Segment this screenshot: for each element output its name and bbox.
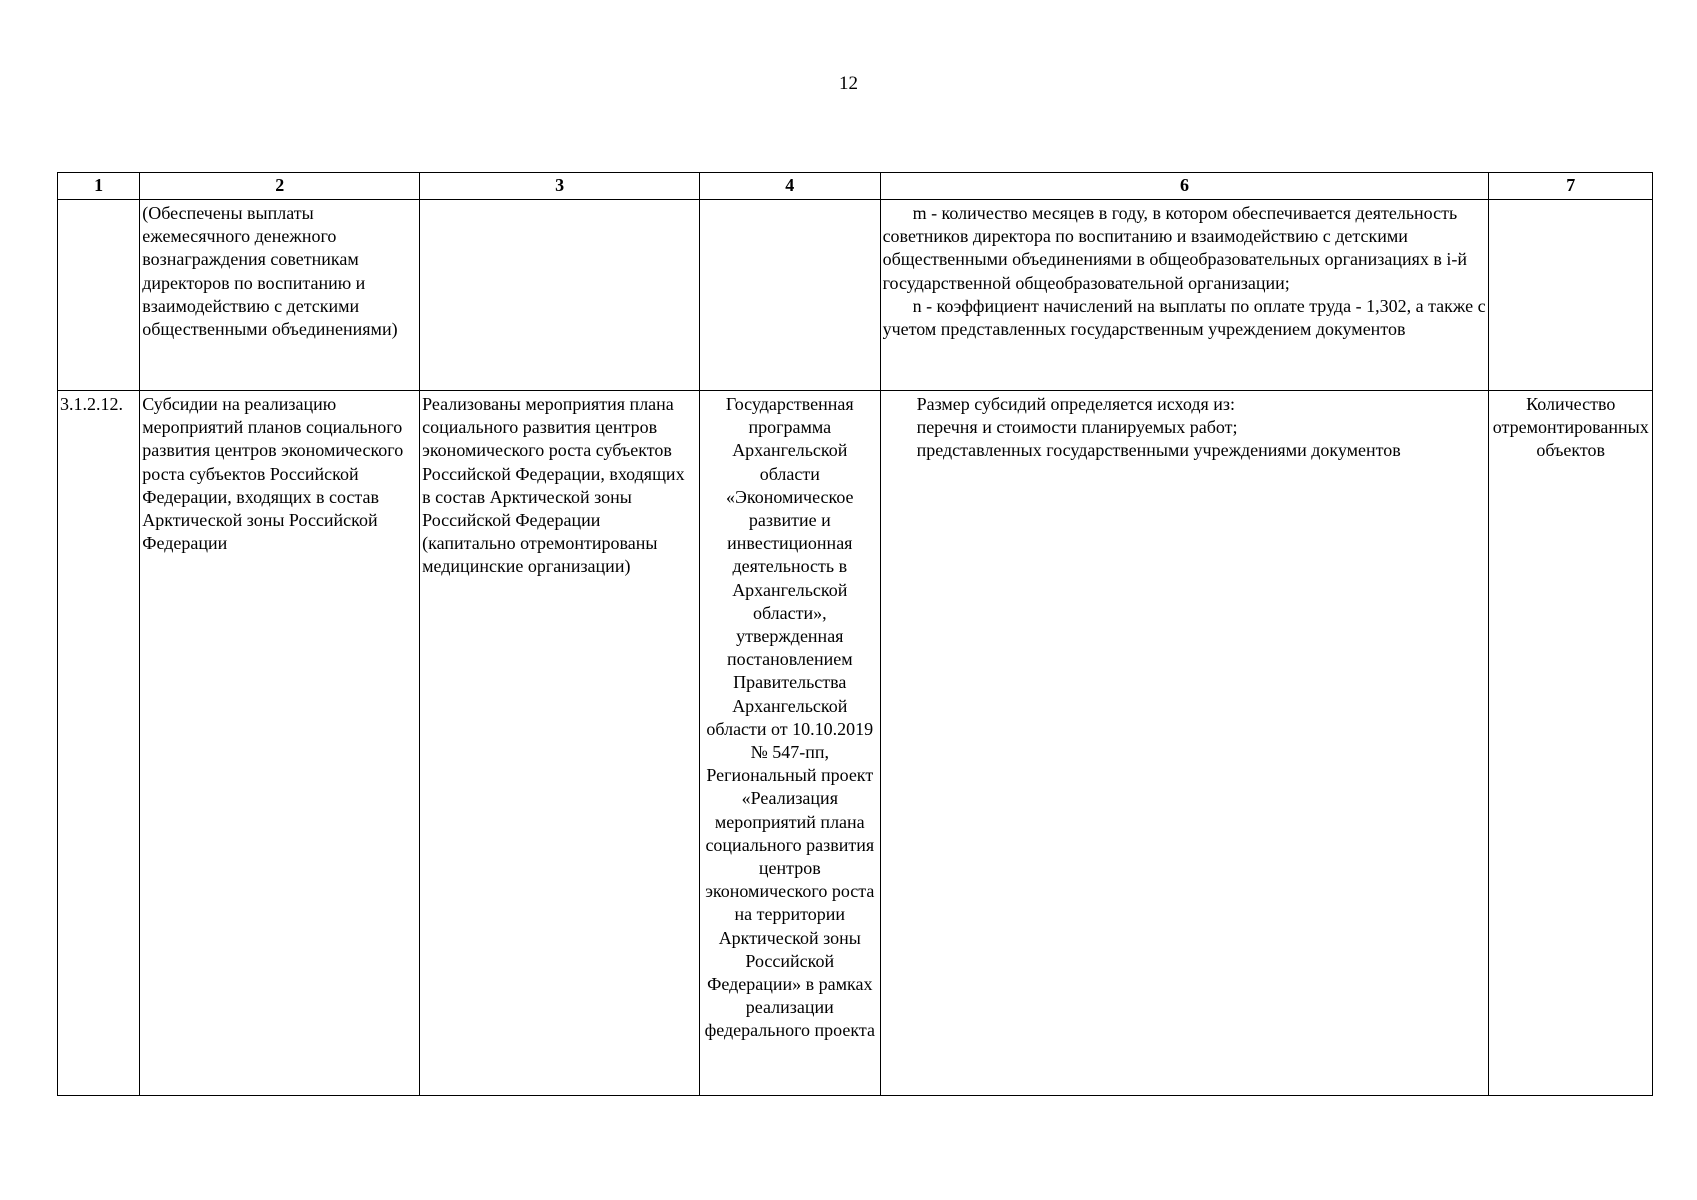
method-paragraph: m - количество месяцев в году, в котором обеспечивается деятельность советников директора по воспитанию и взаимодействию с детскими общественными объединениями в общеобразовательных организациях в i-й государственной общеобразовательной организации; xyxy=(882,203,1468,293)
cell-program xyxy=(700,200,881,391)
cell-number: 3.1.2.12. xyxy=(58,391,140,1096)
table-row xyxy=(58,391,1653,1096)
method-paragraph: Размер субсидий определяется исходя из: xyxy=(916,394,1236,414)
column-header-3: 3 xyxy=(420,173,700,200)
page-number: 12 xyxy=(839,73,858,94)
cell-number xyxy=(58,200,140,391)
method-paragraph: представленных государственными учреждениями документов xyxy=(916,440,1401,461)
column-header-1: 1 xyxy=(58,173,140,200)
cell-method xyxy=(880,391,1489,1096)
cell-measure: Субсидии на реализацию мероприятий планов социального развития центров экономического роста субъектов Российской Федерации, входящих в состав Арктической зоны Российской Федерации xyxy=(140,391,420,1096)
method-paragraph: n - коэффициент начислений на выплаты по оплате труда - 1,302, а также с учетом представленных государственным учреждением документов xyxy=(882,295,1486,340)
cell-method xyxy=(880,200,1489,391)
method-paragraph: перечня и стоимости планируемых работ; xyxy=(916,417,1238,438)
cell-indicator xyxy=(1489,200,1653,391)
cell-result: Реализованы мероприятия плана социального развития центров экономического роста субъектов Российской Федерации, входящих в состав Арктической зоны Российской Федерации (капитально отремонтированы медицинские организации) xyxy=(420,391,700,1096)
cell-measure: (Обеспечены выплаты ежемесячного денежного вознаграждения советникам директоров по воспитанию и взаимодействию с детскими общественными объединениями) xyxy=(140,200,420,391)
cell-result xyxy=(420,200,700,391)
table-header-row xyxy=(58,173,1653,200)
column-header-6: 6 xyxy=(880,173,1489,200)
table-row xyxy=(58,200,1653,391)
cell-program: Государственная программа Архангельской области «Экономическое развитие и инвестиционная деятельность в Архангельской области», утвержденная постановлением Правительства Архангельской области от 10.10.2019 № 547-пп, Региональный проект «Реализация мероприятий плана социального развития центров экономического роста на территории Арктической зоны Российской Федерации» в рамках реализации федерального проекта xyxy=(700,391,881,1096)
document-table xyxy=(57,172,1653,1096)
column-header-4: 4 xyxy=(700,173,881,200)
column-header-7: 7 xyxy=(1489,173,1653,200)
cell-indicator: Количество отремонтированных объектов xyxy=(1489,391,1653,1096)
column-header-2: 2 xyxy=(140,173,420,200)
